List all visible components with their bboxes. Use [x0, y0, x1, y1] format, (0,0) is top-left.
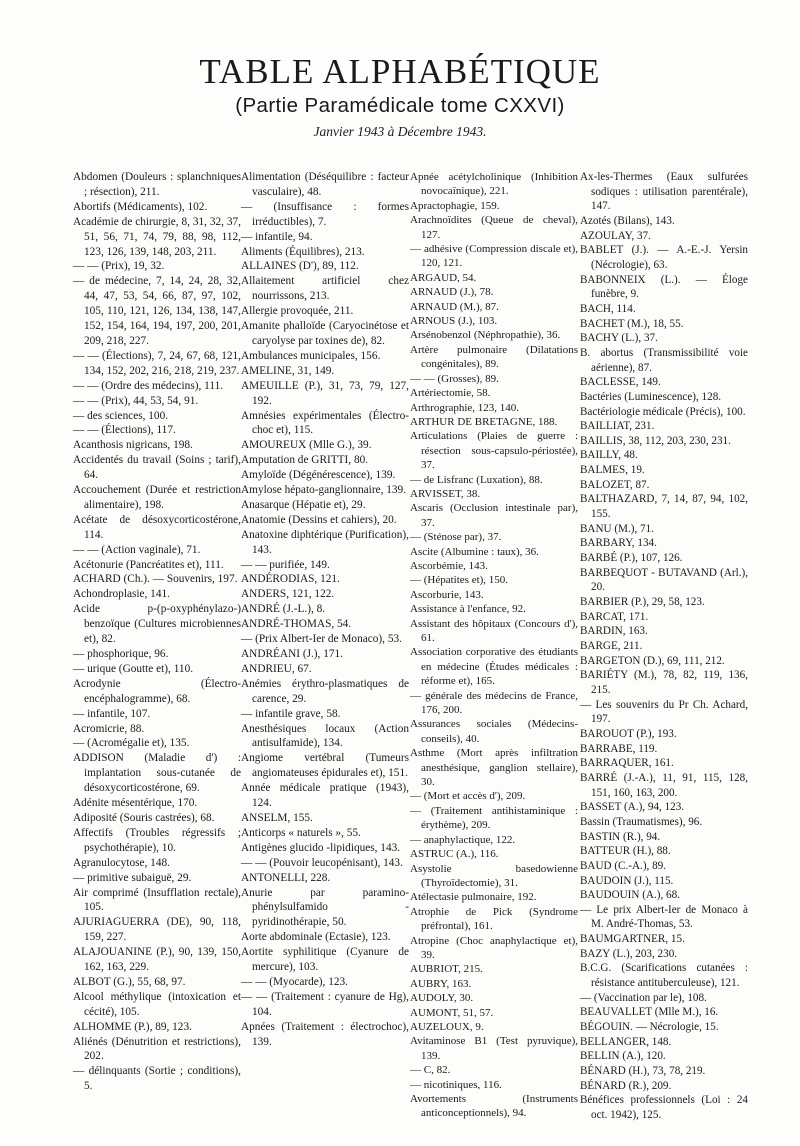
- index-entry: Anurie par paramino-phénylsulfamido - pyridinothérapie, 50.: [241, 886, 409, 929]
- index-entry: Abortifs (Médicaments), 102.: [73, 200, 208, 213]
- index-entry: Bactéries (Luminescence), 128.: [580, 390, 722, 403]
- index-entry: BARBARY, 134.: [580, 537, 657, 550]
- index-entry: BATTEUR (H.), 88.: [580, 845, 671, 858]
- index-entry: BARGE, 211.: [580, 640, 643, 652]
- index-entry: ANDRÉANI (J.), 171.: [241, 648, 343, 660]
- page-title: TABLE ALPHABÉTIQUE: [199, 52, 601, 91]
- index-entry: ASTRUC (A.), 116.: [410, 848, 499, 861]
- index-entry: ANTONELLI, 228.: [241, 871, 331, 884]
- index-column-4: [580, 170, 748, 1123]
- index-entry: Amanite phalloïde (Caryocinétose et caryolyse par toxines de), 82.: [241, 320, 409, 347]
- index-entry: AMELINE, 31, 149.: [241, 364, 335, 377]
- index-entry: Ascorbémie, 143.: [410, 559, 488, 572]
- index-column-1: [73, 170, 241, 1094]
- index-entry: Aliments (Équilibres), 213.: [241, 245, 365, 258]
- index-entry: ANDRIEU, 67.: [241, 662, 312, 675]
- index-entry: BARBIER (P.), 29, 58, 123.: [580, 596, 705, 609]
- index-entry: Air comprimé (Insufflation rectale), 105.: [73, 886, 241, 914]
- index-entry: — (Traitement antihistaminique : érythème), 209.: [410, 804, 578, 832]
- index-entry: ARGAUD, 54.: [410, 271, 477, 284]
- index-entry: AUBRIOT, 215.: [410, 963, 483, 976]
- index-entry: ARTHUR DE BRETAGNE, 188.: [410, 415, 558, 428]
- index-entry: Aortite syphilitique (Cyanure de mercure), 103.: [241, 946, 409, 974]
- index-entry: ANSELM, 155.: [241, 811, 313, 824]
- index-entry: BARCAT, 171.: [580, 610, 649, 623]
- index-entry: BARRAQUER, 161.: [580, 757, 674, 770]
- index-entry: — (Prix Albert-Ier de Monaco), 53.: [241, 633, 402, 646]
- index-entry: BAILLIS, 38, 112, 203, 230, 231.: [580, 434, 731, 447]
- index-entry: BAUDOIN (J.), 115.: [580, 874, 674, 887]
- index-entry: AUDOLY, 30.: [410, 992, 474, 1005]
- index-entry: BEAUVALLET (Mlle M.), 16.: [580, 1006, 719, 1019]
- index-entry: BACHET (M.), 18, 55.: [580, 317, 684, 330]
- index-entry: ANDERS, 121, 122.: [241, 588, 335, 601]
- index-entry: Anatomie (Dessins et cahiers), 20.: [241, 513, 397, 526]
- index-entry: Antigènes glucido -lipidiques, 143.: [241, 841, 401, 854]
- index-entry: — de médecine, 7, 14, 24, 28, 32, 44, 47, 53, 54, 66, 87, 97, 102, 105, 110, 121, 126, 134, 138, 147, 152, 154, 164, 194, 197, 200, 201, 209, 218, 227.: [73, 275, 241, 347]
- index-entry: Assurances sociales (Médecins-conseils), 40.: [410, 718, 578, 745]
- index-entry: — — (Prix), 44, 53, 54, 91.: [73, 394, 199, 407]
- index-entry: — — (Grosses), 89.: [410, 372, 499, 385]
- index-entry: — — (Myocarde), 123.: [241, 975, 348, 988]
- index-entry: — (Hépatites et), 150.: [410, 574, 509, 587]
- index-entry: AZOULAY, 37.: [580, 229, 651, 242]
- index-entry: — adhésive (Compression discale et), 120, 121.: [410, 243, 578, 270]
- index-entry: Atélectasie pulmonaire, 192.: [410, 891, 537, 904]
- index-entry: — de Lisfranc (Luxation), 88.: [410, 473, 543, 486]
- index-entry: Asthme (Mort après infiltration anesthésique, ganglion stellaire), 30.: [410, 747, 578, 789]
- index-entry: Acétonurie (Pancréatites et), 111.: [73, 558, 224, 571]
- index-entry: Affectifs (Troubles régressifs ; psychothérapie), 10.: [73, 826, 241, 854]
- index-entry: Ax-les-Thermes (Eaux sulfurées sodiques : utilisation parentérale), 147.: [580, 171, 748, 213]
- index-entry: BASTIN (R.), 94.: [580, 830, 661, 843]
- index-entry: Angiome vertébral (Tumeurs angiomateuses épidurales et), 151.: [241, 752, 409, 780]
- index-entry: Ambulances municipales, 156.: [241, 349, 381, 362]
- index-entry: BABONNEIX (L.). — Éloge funèbre, 9.: [580, 273, 748, 301]
- index-entry: ALLAINES (D'), 89, 112.: [241, 260, 359, 273]
- index-entry: BAUMGARTNER, 15.: [580, 933, 685, 946]
- index-entry: ADDISON (Maladie d') : implantation sous-cutanée de désoxycorticostérone, 69.: [73, 752, 241, 795]
- index-entry: Assistance à l'enfance, 92.: [410, 603, 526, 616]
- index-entry: BELLIN (A.), 120.: [580, 1050, 666, 1063]
- index-entry: — — (Prix), 19, 32.: [73, 260, 165, 273]
- index-entry: BAROUOT (P.), 193.: [580, 727, 677, 740]
- index-entry: — des sciences, 100.: [73, 409, 169, 422]
- index-entry: Ascite (Albumine : taux), 36.: [410, 545, 539, 558]
- index-entry: Allergie provoquée, 211.: [241, 305, 354, 318]
- index-entry: — — (Élections), 7, 24, 67, 68, 121, 134, 152, 202, 216, 218, 219, 237.: [73, 349, 241, 377]
- index-entry: Amylose hépato-ganglionnaire, 139.: [241, 484, 407, 497]
- index-entry: Bénéfices professionnels (Loi : 24 oct. 1942), 125.: [580, 1094, 748, 1121]
- index-entry: BALMES, 19.: [580, 464, 645, 477]
- index-entry: Apractophagie, 159.: [410, 199, 500, 212]
- index-entry: BARRÉ (J.-A.), 11, 91, 115, 128, 151, 160, 163, 200.: [580, 771, 748, 799]
- index-entry: Azotés (Bilans), 143.: [580, 214, 675, 227]
- index-entry: Assistant des hôpitaux (Concours d'), 61.: [410, 617, 578, 644]
- index-entry: AMEUILLE (P.), 31, 73, 79, 127, 192.: [241, 379, 409, 407]
- index-entry: Amyloïde (Dégénérescence), 139.: [241, 469, 396, 482]
- index-entry: — infantile, 94.: [241, 230, 313, 243]
- index-entry: BARDIN, 163.: [580, 625, 648, 638]
- index-entry: Adénite mésentérique, 170.: [73, 797, 198, 810]
- index-entry: BABLET (J.). — A.-E.-J. Yersin (Nécrologie), 63.: [580, 244, 748, 271]
- index-entry: Anémies érythro-plasmatiques de carence, 29.: [241, 677, 409, 705]
- index-entry: BARIÉTY (M.), 78, 82, 119, 136, 215.: [580, 669, 748, 696]
- index-entry: — délinquants (Sortie ; conditions), 5.: [73, 1065, 241, 1093]
- index-entry: BASSET (A.), 94, 123.: [580, 801, 685, 814]
- index-entry: ACHARD (Ch.). — Souvenirs, 197.: [73, 573, 238, 586]
- date-range: Janvier 1943 à Décembre 1943.: [313, 124, 487, 139]
- index-entry: BARRABE, 119.: [580, 742, 658, 755]
- index-entry: AJURIAGUERRA (DE), 90, 118, 159, 227.: [73, 916, 241, 944]
- index-entry: AUMONT, 51, 57.: [410, 1006, 494, 1019]
- index-entry: Acrodynie (Électro-encéphalogramme), 68.: [73, 677, 241, 705]
- index-entry: Anatoxine diphtérique (Purification), 143.: [241, 528, 409, 556]
- index-entry: — nicotiniques, 116.: [410, 1078, 502, 1091]
- index-entry: BAILLY, 48.: [580, 449, 638, 462]
- index-entry: — infantile, 107.: [73, 707, 151, 720]
- index-entry: — — (Ordre des médecins), 111.: [73, 379, 224, 392]
- index-entry: ALAJOUANINE (P.), 90, 139, 150, 162, 163, 229.: [73, 946, 241, 974]
- index-entry: — (Sténose par), 37.: [410, 531, 502, 544]
- index-entry: Articulations (Plaies de guerre : résection sous-capsulo-périostée), 37.: [410, 430, 578, 472]
- index-entry: ALHOMME (P.), 89, 123.: [73, 1020, 192, 1033]
- index-entry: Amputation de GRITTI, 80.: [241, 454, 369, 467]
- index-entry: ALBOT (G.), 55, 68, 97.: [73, 975, 186, 988]
- index-entry: Ascaris (Occlusion intestinale par), 37.: [410, 502, 578, 529]
- index-entry: Atropine (Choc anaphylactique et), 39.: [410, 934, 578, 961]
- index-entry: ARVISSET, 38.: [410, 487, 481, 500]
- index-entry: Alimentation (Déséquilibre : facteur vasculaire), 48.: [241, 171, 409, 198]
- index-entry: Arsénobenzol (Néphropathie), 36.: [410, 329, 561, 342]
- index-entry: Anasarque (Hépatie et), 29.: [241, 498, 366, 511]
- index-entry: Artère pulmonaire (Dilatations congénitales), 89.: [410, 343, 578, 371]
- index-entry: Acromicrie, 88.: [73, 722, 145, 735]
- index-entry: BAUDOUIN (A.), 68.: [580, 889, 680, 902]
- index-entry: — infantile grave, 58.: [241, 707, 341, 720]
- index-entry: Association corporative des étudiants en médecine (Études médicales : réforme et), 165.: [410, 646, 578, 688]
- index-entry: Acanthosis nigricans, 198.: [73, 439, 193, 452]
- index-entry: — (Mort et accès d'), 209.: [410, 790, 526, 803]
- index-entry: Amnésies expérimentales (Électro-choc et), 115.: [241, 409, 409, 437]
- index-entry: AUZELOUX, 9.: [410, 1020, 484, 1033]
- index-entry: — — (Traitement : cyanure de Hg), 104.: [241, 990, 409, 1018]
- index-entry: Arachnoïdites (Queue de cheval), 127.: [410, 214, 578, 241]
- page-subtitle: (Partie Paramédicale tome CXXVI): [235, 94, 565, 117]
- index-entry: Accidentés du travail (Soins ; tarif), 64.: [73, 454, 241, 482]
- index-entry: — — (Élections), 117.: [73, 424, 176, 437]
- index-column-2: [241, 170, 409, 1049]
- index-entry: Avitaminose B1 (Test pyruvique), 139.: [410, 1035, 578, 1062]
- index-entry: B.C.G. (Scarifications cutanées : résistance antituberculeuse), 121.: [580, 962, 748, 990]
- index-entry: Arthrographie, 123, 140.: [410, 401, 520, 414]
- index-entry: BALTHAZARD, 7, 14, 87, 94, 102, 155.: [580, 493, 748, 521]
- index-entry: BAUD (C.-A.), 89.: [580, 859, 667, 872]
- index-entry: BAILLIAT, 231.: [580, 420, 655, 433]
- index-entry: ANDRÉ (J.-L.), 8.: [241, 603, 326, 616]
- index-entry: ANDRÉ-THOMAS, 54.: [241, 618, 352, 631]
- index-entry: Anticorps « naturels », 55.: [241, 826, 361, 839]
- index-entry: Académie de chirurgie, 8, 31, 32, 37, 51, 56, 71, 74, 79, 88, 98, 112, 123, 126, 139, 148, 203, 211.: [73, 215, 241, 258]
- index-entry: — — (Action vaginale), 71.: [73, 543, 201, 556]
- index-entry: BARGETON (D.), 69, 111, 212.: [580, 654, 725, 667]
- index-entry: AMOUREUX (Mlle G.), 39.: [241, 439, 372, 452]
- index-entry: Accouchement (Durée et restriction alimentaire), 198.: [73, 484, 241, 511]
- index-entry: — anaphylactique, 122.: [410, 833, 516, 846]
- index-entry: Alcool méthylique (intoxication et cécité), 105.: [73, 990, 241, 1018]
- index-entry: Anesthésiques locaux (Action antisulfamide), 134.: [241, 722, 409, 750]
- index-entry: — C, 82.: [410, 1064, 451, 1077]
- index-entry: ARNAUD (M.), 87.: [410, 300, 499, 313]
- index-entry: Asystolie basedowienne (Thyroïdectomie), 31.: [410, 862, 578, 889]
- index-entry: ARNAUD (J.), 78.: [410, 286, 494, 299]
- index-entry: Aorte abdominale (Ectasie), 123.: [241, 931, 391, 944]
- index-entry: Abdomen (Douleurs : splanchniques ; résection), 211.: [73, 171, 241, 198]
- index-entry: Année médicale pratique (1943), 124.: [241, 782, 409, 810]
- index-column-3: [410, 170, 578, 1121]
- index-entry: Atrophie de Pick (Syndrome préfrontal), 161.: [410, 905, 578, 933]
- index-entry: Allaitement artificiel chez nourrissons, 213.: [241, 275, 409, 303]
- index-entry: BÉGOUIN. — Nécrologie, 15.: [580, 1021, 719, 1034]
- index-entry: Aliénés (Dénutrition et restrictions), 202.: [73, 1035, 241, 1063]
- index-entry: — Les souvenirs du Pr Ch. Achard, 197.: [580, 698, 748, 726]
- index-entry: — — (Pouvoir leucopénisant), 143.: [241, 856, 403, 869]
- index-entry: Acétate de désoxycorticostérone, 114.: [73, 513, 241, 541]
- index-entry: BARBÉ (P.), 107, 126.: [580, 552, 683, 565]
- index-entry: — (Insuffisance : formes irréductibles), 7.: [241, 200, 409, 228]
- index-entry: — — purifiée, 149.: [241, 558, 330, 571]
- index-entry: BARBEQUOT - BUTAVAND (Arl.), 20.: [580, 566, 748, 594]
- index-entry: Ascorburie, 143.: [410, 588, 484, 601]
- index-entry: AUBRY, 163.: [410, 977, 472, 990]
- index-entry: — générale des médecins de France, 176, 200.: [410, 689, 578, 717]
- index-entry: BELLANGER, 148.: [580, 1035, 672, 1048]
- index-entry: — primitive subaiguë, 29.: [73, 871, 192, 884]
- index-entry: ARNOUS (J.), 103.: [410, 315, 498, 328]
- index-entry: Bassin (Traumatismes), 96.: [580, 815, 703, 828]
- index-entry: ANDÉRODIAS, 121.: [241, 573, 340, 586]
- index-entry: BACH, 114.: [580, 302, 636, 315]
- index-entry: Avortements (Instruments anticonceptionnels), 94.: [410, 1093, 578, 1120]
- index-entry: Adiposité (Souris castrées), 68.: [73, 811, 215, 824]
- index-entry: Achondroplasie, 141.: [73, 588, 170, 601]
- index-entry: BANU (M.), 71.: [580, 522, 654, 535]
- index-entry: BACHY (L.), 37.: [580, 332, 658, 345]
- index-entry: BÉNARD (R.), 209.: [580, 1079, 672, 1092]
- index-entry: BÉNARD (H.), 73, 78, 219.: [580, 1065, 706, 1078]
- index-entry: Apnées (Traitement : électrochoc), 139.: [241, 1020, 409, 1048]
- index-entry: Apnée acétylcholinique (Inhibition novocaïnique), 221.: [410, 171, 578, 198]
- index-entry: BACLESSE, 149.: [580, 376, 661, 389]
- index-entry: B. abortus (Transmissibilité voie aérienne), 87.: [580, 346, 748, 374]
- index-entry: Bactériologie médicale (Précis), 100.: [580, 405, 746, 418]
- index-entry: Artériectomie, 58.: [410, 387, 491, 400]
- index-entry: Acide p-(p-oxyphénylazo-) benzoïque (Cultures microbiennes et), 82.: [73, 603, 241, 646]
- index-entry: — (Acromégalie et), 135.: [73, 737, 190, 750]
- index-entry: BALOZET, 87.: [580, 478, 650, 491]
- index-entry: Agranulocytose, 148.: [73, 856, 170, 869]
- index-entry: BAZY (L.), 203, 230.: [580, 947, 678, 960]
- index-entry: — (Vaccination par le), 108.: [580, 991, 707, 1004]
- index-entry: — urique (Goutte et), 110.: [73, 662, 194, 675]
- index-entry: — Le prix Albert-Ier de Monaco à M. André-Thomas, 53.: [580, 903, 748, 931]
- index-entry: — phosphorique, 96.: [73, 648, 169, 660]
